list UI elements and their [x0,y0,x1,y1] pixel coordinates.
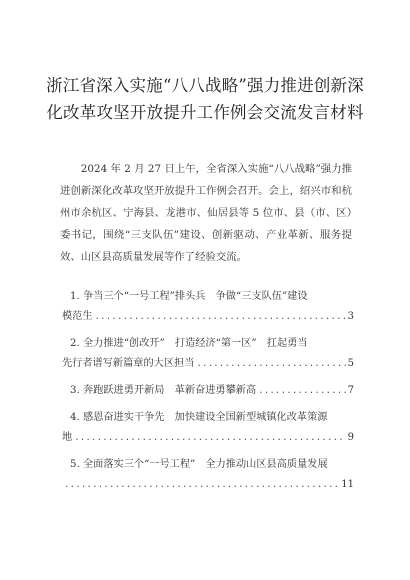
toc-page-number: 9 [347,432,354,443]
toc-entry-line [62,428,354,448]
toc-entry-line [62,381,354,401]
toc-item-3[interactable] [62,381,354,401]
toc-item-1[interactable] [62,287,354,327]
toc-page-number: 11 [341,479,354,490]
toc-item-title-continuation: 先行者谱写新篇章的大区担当 [62,358,195,369]
table-of-contents [62,287,354,502]
toc-item-title-continuation: 模范生 [62,311,93,322]
toc-item-5[interactable] [62,455,354,495]
toc-entry-line [62,354,354,374]
toc-entry-line [62,307,354,327]
toc-dot-leader [95,307,346,327]
toc-item-title-line: 4. 感恩奋进实干争先 加快建设全国新型城镇化改革策源 [70,412,328,423]
toc-item-title: 3. 奔跑跃进勇开新局 革新奋进勇攀新高 [70,385,257,396]
intro-paragraph: 2024 年 2 月 27 日上午，全省深入实施“八八战略”强力推进创新深化改革攻坚开放提升工作例会召开。会上，绍兴市和杭州市余杭区、宁海县、龙港市、仙居县等 5 位市、县（市、区）委书记，围绕“三支队伍”建设、创新驱动、产业革新、服务提效、山区县高质量发展等作了经验交流。 [60,163,352,263]
toc-item-4[interactable] [62,408,354,448]
toc-item-2[interactable] [62,334,354,374]
toc-item-title-continuation: 地 [62,432,73,443]
toc-item-title-line: 1. 争当三个“一号工程”排头兵 争做“三支队伍”建设 [70,291,308,302]
toc-item-title-line: 5. 全面落实三个“一号工程” 全力推动山区县高质量发展 [70,459,328,470]
document-title: 浙江省深入实施“八八战略”强力推进创新深化改革攻坚开放提升工作例会交流发言材料 [46,76,364,122]
toc-dot-leader [64,475,339,495]
toc-item-title-line: 2. 全力推进“创改开” 打造经济“第一区” 扛起勇当 [70,338,308,349]
toc-page-number: 3 [347,311,354,322]
toc-entry-line [62,475,354,495]
toc-page-number: 7 [347,385,354,396]
toc-dot-leader [196,354,345,374]
toc-page-number: 5 [347,358,354,369]
toc-dot-leader [74,428,345,448]
toc-dot-leader [258,381,345,401]
